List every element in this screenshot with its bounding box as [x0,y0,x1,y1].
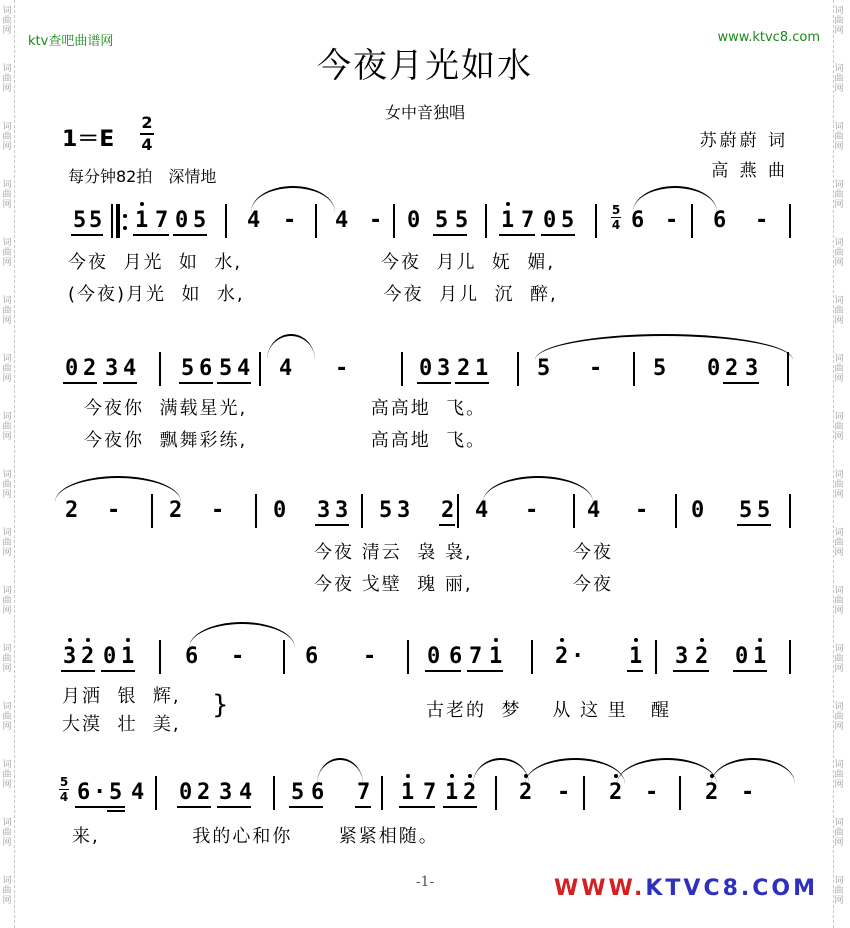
note-glyph: 7 [521,208,535,233]
note-glyph: 1 [629,644,643,669]
note-glyph: 4 [247,208,261,233]
bar-line [151,494,153,528]
note-glyph: 5 [455,208,469,233]
note-glyph: 5 [291,780,305,805]
note-glyph: 5 [181,356,195,381]
notation-row-1 [55,200,795,240]
note-glyph: 1 [121,644,135,669]
bar-line [789,494,791,528]
beam-underline [63,382,97,384]
footer-logo-domain: KTVC8.COM [645,876,818,901]
note-glyph: 4 [123,356,137,381]
margin-watermark: 词 曲 网 [2,180,12,210]
octave-dot [634,638,638,642]
margin-watermark: 词 曲 网 [2,760,12,790]
repeat-sign [111,204,125,238]
margin-watermark: 词 曲 网 [834,180,844,210]
notation-row-2 [55,348,795,388]
time-signature [140,114,154,154]
beam-underline [75,806,125,808]
octave-dot [758,638,762,642]
time-change-5-4: 5 4 [611,203,621,232]
margin-watermark: 词 曲 网 [834,296,844,326]
note-glyph: 0 [103,644,117,669]
bar-line [159,352,161,386]
note-glyph: 0 [65,356,79,381]
note-glyph: 5 [757,498,771,523]
beam-underline [289,806,323,808]
note-glyph: 5 [193,208,207,233]
note-glyph: 3 [317,498,331,523]
beam-underline [433,234,467,236]
beam-underline [173,234,207,236]
bar-line [655,640,657,674]
note-glyph: 7 [469,644,483,669]
lyric-line-3a: 今夜 清云 袅 袅, 今夜 [314,542,613,563]
margin-watermark: 词 曲 网 [2,6,12,36]
bar-line [675,494,677,528]
lyric-line-2a: 今夜你 满载星光, 高高地 飞。 [84,398,487,419]
time-top: 2 [141,113,153,132]
note-glyph: 0 [735,644,749,669]
beam-underline [133,234,169,236]
lyric-line-3b: 今夜 戈壁 瑰 丽, 今夜 [314,574,613,595]
beam-underline [467,670,503,672]
note-glyph: 6 [185,644,199,669]
note-glyph: 2 [441,498,455,523]
tie-arc [633,186,717,212]
margin-watermark: 词 曲 网 [2,702,12,732]
note-glyph: 6 [631,208,645,233]
note-glyph: · [571,644,585,669]
octave-dot [700,638,704,642]
note-glyph: 3 [437,356,451,381]
octave-dot [68,638,72,642]
bar-line [393,204,395,238]
note-glyph: - [557,780,571,805]
note-glyph: 2 [609,780,623,805]
note-glyph: - [635,498,649,523]
bar-line [155,776,157,810]
note-glyph: 1 [401,780,415,805]
footer-logo[interactable] [554,876,818,901]
octave-dot [468,774,472,778]
margin-watermark: 词 曲 网 [834,876,844,906]
beam-underline [499,234,535,236]
bar-line [787,352,789,386]
note-glyph: 1 [501,208,515,233]
note-glyph: 3 [675,644,689,669]
note-glyph: - [665,208,679,233]
beam-underline [627,670,643,672]
note-glyph: - [211,498,225,523]
beam-underline [723,382,759,384]
note-glyph: 3 [335,498,349,523]
note-glyph: - [645,780,659,805]
song-subtitle: 女中音独唱 [384,103,465,122]
note-glyph: 0 [407,208,421,233]
margin-watermark: 词 曲 网 [834,354,844,384]
note-glyph: 0 [179,780,193,805]
bar-line [361,494,363,528]
note-glyph: - [369,208,383,233]
note-glyph: 1 [135,208,149,233]
note-glyph: 2 [725,356,739,381]
time-bottom: 4 [141,135,153,154]
notation-row-3 [55,490,795,530]
beam-underline [315,524,349,526]
note-glyph: 5 [73,208,87,233]
lyric-line-4b: 大漠 壮 美, [62,714,181,735]
lyric-line-1b: (今夜)月光 如 水, 今夜 月儿 沉 醉, [68,284,558,305]
note-glyph: 3 [219,780,233,805]
margin-watermark: 词 曲 网 [834,760,844,790]
beam-underline [217,382,251,384]
beam-underline [177,806,211,808]
lyricist-credit: 苏蔚蔚 词 [699,131,788,151]
margin-watermark: 词 曲 网 [834,6,844,36]
beam-underline [217,806,251,808]
margin-watermark: 词 曲 网 [2,528,12,558]
note-glyph: 2 [83,356,97,381]
note-glyph: 2 [695,644,709,669]
note-glyph: 7 [357,780,371,805]
page-number: -1- [415,874,435,890]
bar-line [573,494,575,528]
margin-watermark: 词 曲 网 [834,818,844,848]
note-glyph: 0 [691,498,705,523]
beam-underline [439,524,455,526]
note-glyph: 2 [519,780,533,805]
note-glyph: 4 [587,498,601,523]
bar-line [255,494,257,528]
note-glyph: - [741,780,755,805]
octave-dot [494,638,498,642]
bar-line [225,204,227,238]
lyric-line-5: 来, 我的心和你 紧紧相随。 [72,826,439,847]
beam-underline [425,670,461,672]
bar-line [789,204,791,238]
note-glyph: 0 [707,356,721,381]
beam-underline [737,524,771,526]
beam-underline [455,382,489,384]
note-glyph: 5 [435,208,449,233]
note-glyph: 4 [475,498,489,523]
note-glyph: 0 [543,208,557,233]
bar-line [531,640,533,674]
note-glyph: 6 [199,356,213,381]
note-glyph: 2 [463,780,477,805]
note-glyph: 2 [169,498,183,523]
note-glyph: 7 [155,208,169,233]
composer-credit: 高 燕 曲 [711,161,788,181]
margin-watermark: 词 曲 网 [834,64,844,94]
note-glyph: · [93,780,107,805]
note-glyph: 4 [335,208,349,233]
note-glyph: 4 [131,780,145,805]
octave-dot [506,202,510,206]
verse-brace: } [212,690,231,720]
note-glyph: 2 [197,780,211,805]
tempo-marking: 每分钟82拍 深情地 [68,167,217,186]
note-glyph: 0 [175,208,189,233]
beam-underline [399,806,435,808]
bar-line [259,352,261,386]
beam-underline [103,382,137,384]
margin-watermark: 词 曲 网 [834,412,844,442]
octave-dot [406,774,410,778]
note-glyph: 6 [305,644,319,669]
lyric-line-4a: 月洒 银 辉, [62,686,181,707]
note-glyph: 3 [745,356,759,381]
lyric-line-1a: 今夜 月光 如 水, 今夜 月儿 妩 媚, [68,252,556,273]
note-glyph: 4 [237,356,251,381]
note-glyph: 2 [65,498,79,523]
beam-underline [107,810,125,812]
note-glyph: 3 [105,356,119,381]
note-glyph: - [335,356,349,381]
note-glyph: 3 [63,644,77,669]
tie-arc [617,758,717,784]
beam-underline [61,670,95,672]
note-glyph: 6 [449,644,463,669]
tie-arc [711,758,795,784]
bar-line [401,352,403,386]
note-glyph: 5 [89,208,103,233]
beam-underline [673,670,709,672]
octave-dot [86,638,90,642]
margin-watermark: 词 曲 网 [2,470,12,500]
note-glyph: 1 [475,356,489,381]
note-glyph: 4 [279,356,293,381]
beam-underline [417,382,451,384]
margin-watermark: 词 曲 网 [834,702,844,732]
note-glyph: 1 [489,644,503,669]
note-glyph: 6 [311,780,325,805]
margin-watermark: 词 曲 网 [2,296,12,326]
lyric-line-4-right: 古老的 梦 从 这 里 醒 [426,700,671,721]
margin-watermark: 词 曲 网 [834,586,844,616]
margin-watermark: 词 曲 网 [2,64,12,94]
margin-watermark: 词 曲 网 [834,122,844,152]
note-glyph: - [755,208,769,233]
note-glyph: 2 [81,644,95,669]
note-glyph: 3 [397,498,411,523]
note-glyph: 2 [705,780,719,805]
notation-row-4 [55,636,795,676]
beam-underline [71,234,103,236]
octave-dot [140,202,144,206]
key-signature: 1＝E [62,127,115,152]
bar-line [273,776,275,810]
margin-watermark: 词 曲 网 [2,586,12,616]
bar-line [283,640,285,674]
time-change-5-4: 5 4 [59,775,69,804]
bar-line [159,640,161,674]
beam-underline [541,234,575,236]
song-title: 今夜月光如水 [317,46,533,86]
note-glyph: - [363,644,377,669]
note-glyph: 1 [753,644,767,669]
margin-watermark: 词 曲 网 [2,122,12,152]
bar-line [633,352,635,386]
note-glyph: 5 [379,498,393,523]
note-glyph: 4 [239,780,253,805]
note-glyph: 5 [653,356,667,381]
bar-line [595,204,597,238]
tie-arc [251,186,335,212]
footer-logo-www: WWW. [553,876,646,901]
beam-underline [443,806,477,808]
bar-line [789,640,791,674]
margin-watermark: 词 曲 网 [2,238,12,268]
note-glyph: - [589,356,603,381]
note-glyph: 0 [427,644,441,669]
margin-watermark: 词 曲 网 [2,644,12,674]
margin-watermark: 词 曲 网 [2,354,12,384]
bar-line [485,204,487,238]
margin-watermark: 词 曲 网 [834,528,844,558]
note-glyph: 5 [219,356,233,381]
note-glyph: - [231,644,245,669]
note-glyph: 7 [423,780,437,805]
note-glyph: - [283,208,297,233]
beam-underline [101,670,135,672]
margin-watermark: 词 曲 网 [2,412,12,442]
note-glyph: 5 [537,356,551,381]
site-name-left[interactable]: ktv查吧曲谱网 [28,34,114,49]
beam-underline [179,382,213,384]
octave-dot [126,638,130,642]
note-glyph: 6 [713,208,727,233]
bar-line [381,776,383,810]
margin-watermark: 词 曲 网 [834,644,844,674]
note-glyph: - [107,498,121,523]
lyric-line-2b: 今夜你 飘舞彩练, 高高地 飞。 [84,430,487,451]
note-glyph: 5 [739,498,753,523]
margin-watermark: 词 曲 网 [834,238,844,268]
bar-line [407,640,409,674]
note-glyph: 5 [109,780,123,805]
site-url-right[interactable]: www.ktvc8.com [717,30,820,45]
note-glyph: 2 [555,644,569,669]
margin-watermark: 词 曲 网 [2,876,12,906]
note-glyph: 0 [273,498,287,523]
note-glyph: 5 [561,208,575,233]
note-glyph: 6 [77,780,91,805]
note-glyph: 0 [419,356,433,381]
beam-underline [355,806,371,808]
bar-line [457,494,459,528]
note-glyph: 2 [457,356,471,381]
beam-underline [733,670,767,672]
note-glyph: - [525,498,539,523]
bar-line [517,352,519,386]
note-glyph: 1 [445,780,459,805]
notation-row-5 [55,772,795,812]
octave-dot [450,774,454,778]
margin-watermark: 词 曲 网 [834,470,844,500]
octave-dot [560,638,564,642]
margin-watermark: 词 曲 网 [2,818,12,848]
